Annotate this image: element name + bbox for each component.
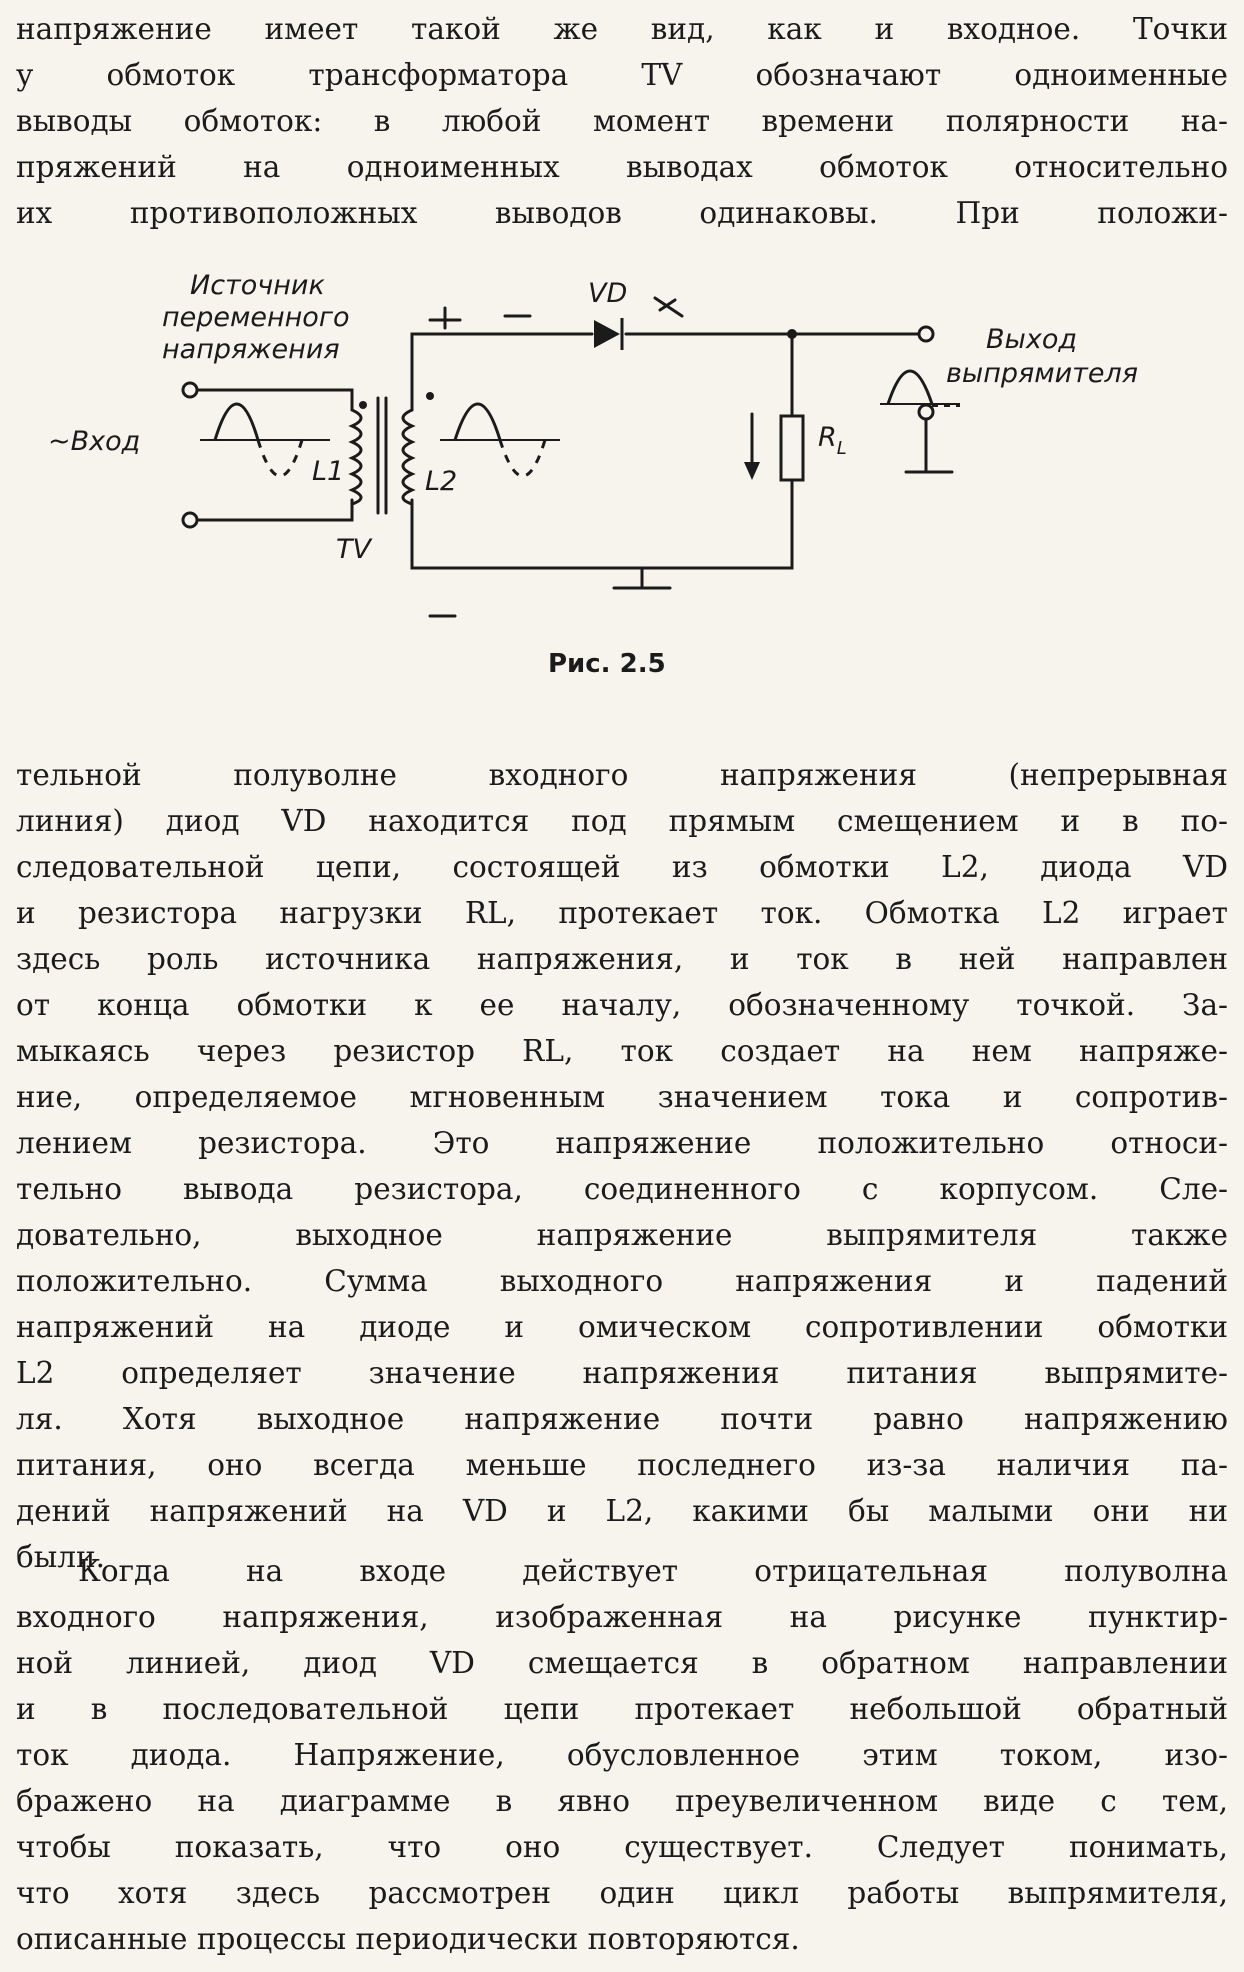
text-line: от конца обмотки к ее началу, обозначенному точкой. За- [16, 988, 1228, 1022]
text-line: положительно. Сумма выходного напряжения и падений [16, 1264, 1228, 1298]
text-line: Когда на входе действует отрицательная полуволна [78, 1554, 1228, 1588]
wire-input-bottom [197, 500, 352, 520]
wire-secondary-top [412, 334, 592, 410]
junction-dot [787, 329, 797, 339]
waveform-input-positive [215, 404, 258, 440]
text-line: напряжений на диоде и омическом сопротивлении обмотки [16, 1310, 1228, 1344]
text-line: были. [16, 1540, 106, 1574]
waveform-secondary-positive [455, 404, 500, 440]
text-line: следовательной цепи, состоящей из обмотки L2, диода VD [16, 850, 1228, 884]
text-line: напряжение имеет такой же вид, как и входное. Точки [16, 12, 1228, 46]
text-line: входного напряжения, изображенная на рисунке пунктир- [16, 1600, 1228, 1634]
waveform-input-negative [258, 440, 302, 476]
text-line: выводы обмоток: в любой момент времени полярности на- [16, 104, 1228, 138]
secondary-coil-l2 [403, 410, 412, 504]
text-line: пряжений на одноименных выводах обмоток относительно [16, 150, 1228, 184]
winding-dot-l1 [359, 401, 367, 409]
label-source-line2: переменного [162, 302, 350, 333]
circuit-diagram [0, 268, 1244, 728]
label-rl: $R_L$ [818, 422, 847, 459]
waveform-output-pulse [888, 371, 932, 404]
text-line: тельно вывода резистора, соединенного с корпусом. Сле- [16, 1172, 1228, 1206]
label-source-line3: напряжения [162, 334, 340, 365]
label-tv: TV [336, 534, 371, 565]
paragraph-top [16, 6, 1228, 236]
text-line: мыкаясь через резистор RL, ток создает на нем напряже- [16, 1034, 1228, 1068]
plus-mark-right [655, 298, 682, 316]
text-line: у обмоток трансформатора TV обозначают одноименные [16, 58, 1228, 92]
wire-secondary-bottom [412, 334, 792, 568]
text-line: питания, оно всегда меньше последнего из-за наличия па- [16, 1448, 1228, 1482]
label-input: ~Вход [48, 426, 141, 457]
text-line: описанные процессы периодически повторяются. [16, 1922, 800, 1956]
text-line: лением резистора. Это напряжение положительно относи- [16, 1126, 1228, 1160]
waveform-secondary-negative [500, 440, 545, 476]
output-terminal-ground [919, 405, 933, 419]
text-line: линия) диод VD находится под прямым смещением и в по- [16, 804, 1228, 838]
text-line: ток диода. Напряжение, обусловленное этим током, изо- [16, 1738, 1228, 1772]
winding-dot-l2 [426, 392, 434, 400]
output-terminal-top [919, 327, 933, 341]
text-line: бражено на диаграмме в явно преувеличенном виде с тем, [16, 1784, 1228, 1818]
figure-rectifier-circuit [0, 268, 1244, 728]
current-arrow-icon [744, 462, 760, 480]
input-terminal-top [183, 383, 197, 397]
diode-vd-icon [594, 320, 620, 348]
paragraph-bottom [16, 1548, 1228, 1962]
primary-coil-l1 [352, 410, 361, 504]
text-line: дений напряжений на VD и L2, какими бы малыми они ни [16, 1494, 1228, 1528]
figure-caption: Рис. 2.5 [548, 649, 666, 679]
text-line: что хотя здесь рассмотрен один цикл работы выпрямителя, [16, 1876, 1228, 1910]
text-line: довательно, выходное напряжение выпрямителя также [16, 1218, 1228, 1252]
label-output-line2: выпрямителя [946, 358, 1139, 389]
text-line: ля. Хотя выходное напряжение почти равно напряжению [16, 1402, 1228, 1436]
text-line: здесь роль источника напряжения, и ток в ней направлен [16, 942, 1228, 976]
text-line: чтобы показать, что оно существует. Следует понимать, [16, 1830, 1228, 1864]
text-line: ние, определяемое мгновенным значением тока и сопротив- [16, 1080, 1228, 1114]
text-line: их противоположных выводов одинаковы. При положи- [16, 196, 1228, 230]
text-line: и резистора нагрузки RL, протекает ток. Обмотка L2 играет [16, 896, 1228, 930]
text-line: ной линией, диод VD смещается в обратном направлении [16, 1646, 1228, 1680]
paragraph-middle [16, 752, 1228, 1580]
label-l1: L1 [312, 456, 345, 487]
label-source-line1: Источник [190, 270, 325, 301]
text-line: L2 определяет значение напряжения питания выпрямите- [16, 1356, 1228, 1390]
label-output-line1: Выход [986, 324, 1078, 355]
input-terminal-bottom [183, 513, 197, 527]
text-line: тельной полуволне входного напряжения (непрерывная [16, 758, 1228, 792]
label-l2: L2 [425, 466, 458, 497]
text-line: и в последовательной цепи протекает небольшой обратный [16, 1692, 1228, 1726]
resistor-rl [781, 416, 803, 480]
wire-input-top [197, 390, 352, 410]
label-vd: VD [588, 278, 628, 309]
